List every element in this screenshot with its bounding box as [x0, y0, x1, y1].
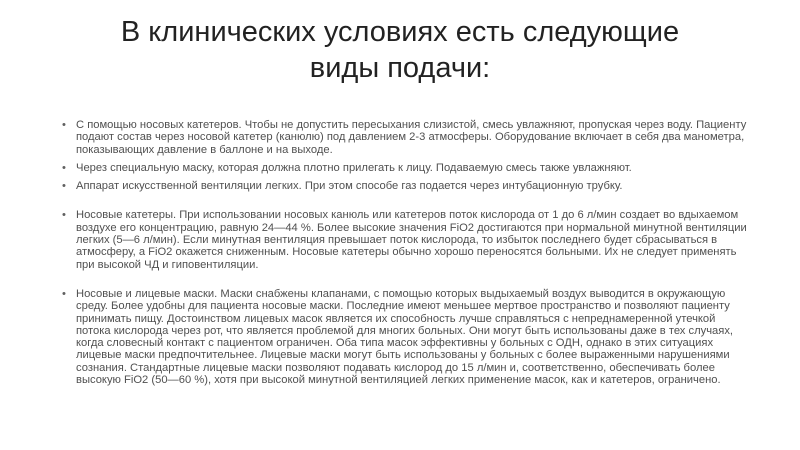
slide-title-line-2: виды подачи:: [309, 52, 491, 84]
bullet-text: С помощью носовых катетеров. Чтобы не допустить пересыхания слизистой, смесь увлажняют, пропуская через воду. Пациенту подают состав через носовой катетер (канюлю) под давлением 2-3 атмосферы. Оборудование включает в себя два манометра, показывающих давление в баллоне и на выходе.: [76, 119, 747, 156]
bullet-item-nasal-catheters-details: [62, 209, 752, 270]
bullet-icon: •: [62, 180, 66, 193]
bullet-item-special-mask: [62, 162, 752, 174]
bullet-icon: •: [62, 161, 66, 174]
bullet-text: Аппарат искусственной вентиляции легких. При этом способе газ подается через интубационную трубку.: [76, 180, 623, 193]
bullet-icon: •: [62, 209, 66, 222]
bullet-icon: •: [62, 287, 66, 300]
bullet-icon: •: [62, 119, 66, 131]
bullet-item-ventilator: [62, 180, 752, 192]
bullet-text: Носовые и лицевые маски. Маски снабжены клапанами, с помощью которых выдыхаемый воздух выводится в окружающую среду. Более удобны для пациента носовые маски. Последние имеют меньшее мертвое пространство и позволяют пациенту принимать пищу. Достоинством лицевых масок является их способность лучше справляться с непреднамеренной утечкой потока кислорода через рот, что является проблемой для многих больных. Они могут быть использованы даже в тех случаях, когда словесный контакт с пациентом ограничен. Оба типа масок эффективны у больных с ОДН, однако в этих ситуациях лицевые маски предпочтительнее. Лицевые маски могут быть использованы у больных с более выраженными нарушениями сознания. Стандартные лицевые маски позволяют подавать кислород до 15 л/мин и, соответственно, обеспечивать более высокую FiO2 (50—60 %), хотя при высокой минутной вентиляцией легких применение масок, как и катетеров, ограничено.: [76, 287, 734, 387]
slide-title-line-1: В клинических условиях есть следующие: [120, 16, 680, 48]
bullet-item-masks-details: [62, 288, 752, 386]
bullet-text: Носовые катетеры. При использовании носовых канюль или катетеров поток кислорода от 1 до 6 л/мин создает во вдыхаемом воздухе его концентрацию, равную 24—44 %. Более высокие значения FiO2 достигаются при нормальной минутной вентиляции легких (5—6 л/мин). Если минутная вентиляция превышает поток кислорода, то избыток последнего будет сбрасываться в атмосферу, а FiO2 окажется сниженным. Носовые катетеры обычно хорошо переносятся больными. Их не следует применять при высокой ЧД и гиповентиляции.: [76, 209, 747, 271]
bullet-text: Через специальную маску, которая должна плотно прилегать к лицу. Подаваемую смесь также увлажняют.: [76, 161, 632, 174]
slide-title: [60, 14, 740, 86]
bullet-item-nasal-catheters: [62, 119, 752, 156]
bullet-list: [62, 119, 752, 386]
